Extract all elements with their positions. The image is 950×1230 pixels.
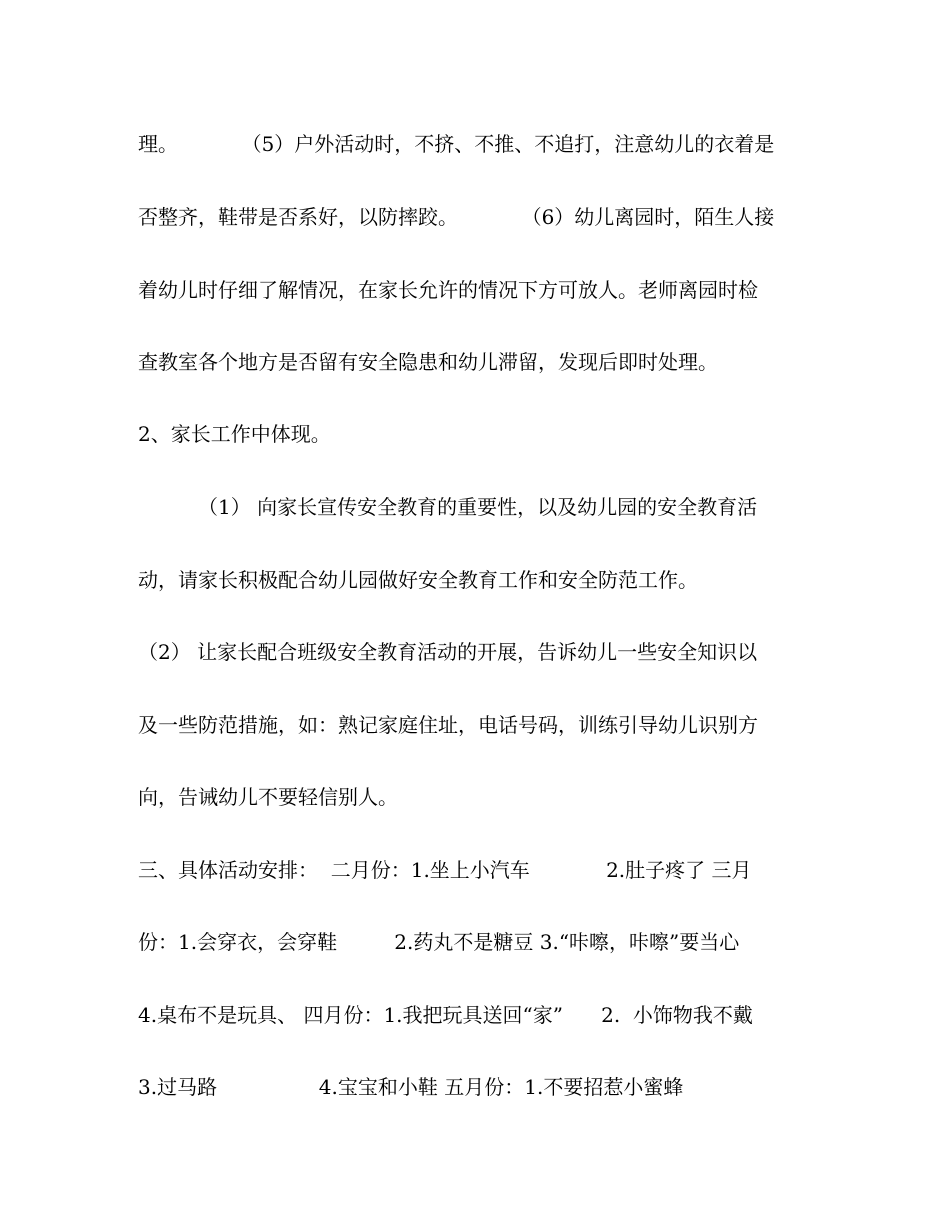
section-heading-parent-work: 2、家长工作中体现。 [138, 422, 331, 446]
text-line-4: 查教室各个地方是否留有安全隐患和幼儿滞留，发现后即时处理。 [138, 350, 718, 374]
text-line-9: 及一些防范措施，如：熟记家庭住址，电话号码，训练引导幼儿识别方 [138, 713, 758, 737]
section-heading-activities: 三、具体活动安排： 二月份：1.坐上小汽车 2.肚子疼了 三月 [138, 858, 752, 882]
text-line-12: 份：1.会穿衣，会穿鞋 2.药丸不是糖豆 3.“咔嚓，咔嚓”要当心 [138, 930, 740, 954]
text-line-8: （2） 让家长配合班级安全教育活动的开展，告诉幼儿一些安全知识以 [138, 640, 758, 664]
text-line-1: 理。 （5）户外活动时，不挤、不推、不追打，注意幼儿的衣着是 [138, 132, 775, 156]
text-line-13: 4.桌布不是玩具、 四月份：1.我把玩具送回“家” 2. 小饰物我不戴 [138, 1003, 753, 1027]
text-line-10: 向，告诫幼儿不要轻信别人。 [138, 785, 398, 809]
text-line-14: 3.过马路 4.宝宝和小鞋 五月份：1.不要招惹小蜜蜂 [138, 1075, 684, 1099]
text-line-2: 否整齐，鞋带是否系好，以防摔跤。 （6）幼儿离园时，陌生人接 [138, 205, 775, 229]
text-line-6: （1） 向家长宣传安全教育的重要性，以及幼儿园的安全教育活 [198, 495, 758, 519]
text-line-7: 动，请家长积极配合幼儿园做好安全教育工作和安全防范工作。 [138, 568, 698, 592]
text-line-3: 着幼儿时仔细了解情况，在家长允许的情况下方可放人。老师离园时检 [138, 278, 758, 302]
